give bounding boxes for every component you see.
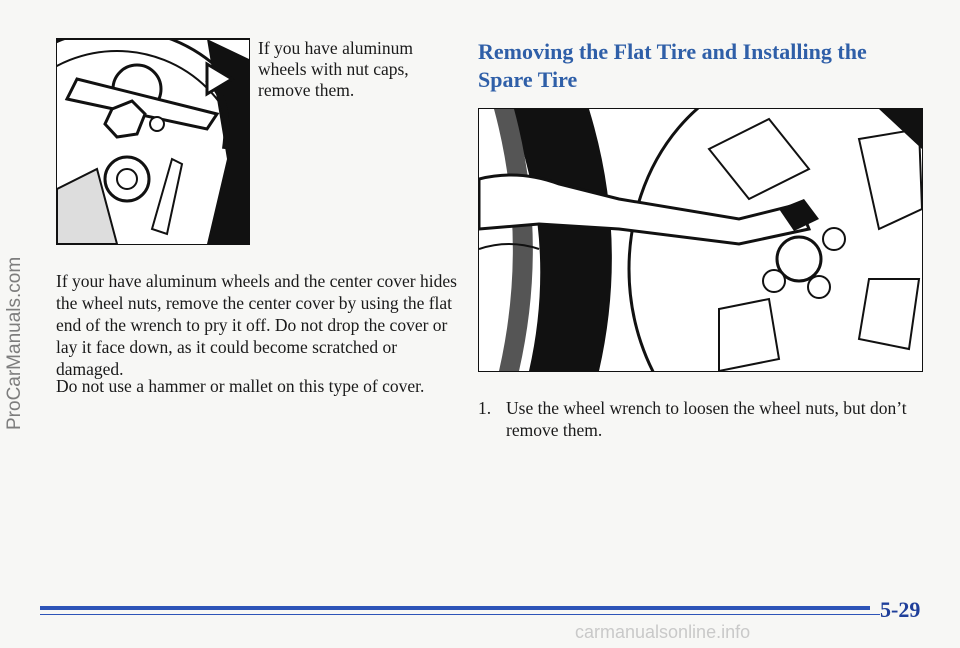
step-number: 1. [478, 398, 492, 418]
center-cover-paragraph: If your have aluminum wheels and the center cover hides the wheel nuts, remove the center cover by using the flat end of the wrench to pry it off. Do not drop the cover or lay it face down, as it could become scratched or damaged. [56, 271, 457, 379]
step-text: Use the wheel wrench to loosen the wheel nuts, but don’t remove them. [506, 398, 907, 440]
footer-rule-thick [40, 606, 870, 610]
site-watermark-vertical: ProCarManuals.com [4, 256, 25, 430]
figure-caption: If you have aluminum wheels with nut caps, remove them. [258, 38, 414, 100]
footer-rule-thin [40, 614, 880, 615]
nut-cap-removal-illustration [56, 38, 250, 245]
hammer-warning-paragraph: Do not use a hammer or mallet on this type of cover. [56, 376, 425, 396]
section-heading: Removing the Flat Tire and Installing the Spare Tire [478, 39, 867, 92]
footer-watermark: carmanualsonline.info [575, 622, 751, 642]
page-number: 5-29 [880, 597, 921, 622]
wheel-wrench-illustration [478, 108, 923, 372]
